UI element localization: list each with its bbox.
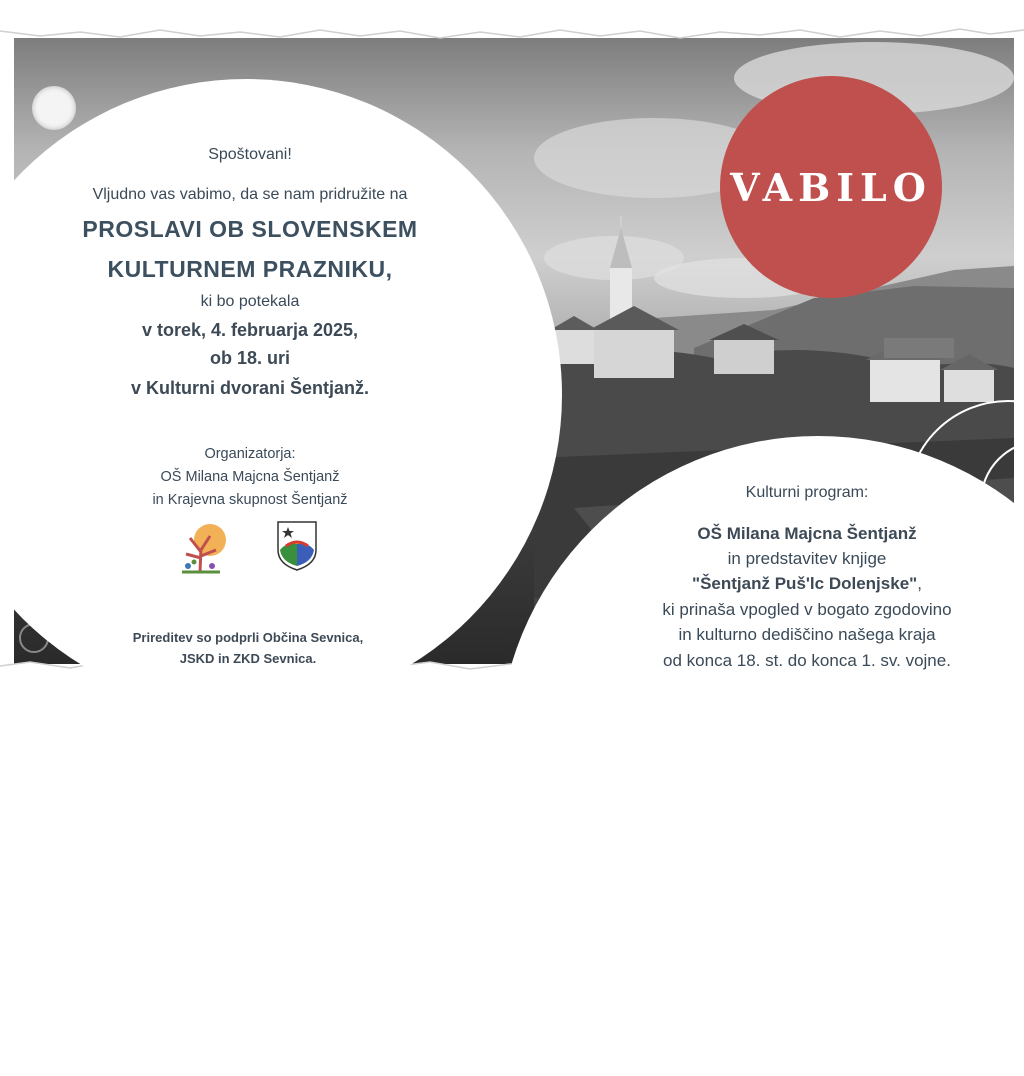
intro-text: Vljudno vas vabimo, da se nam pridružite na (92, 186, 408, 203)
program-line5: in kulturno dediščino našega kraja (678, 625, 936, 644)
program-heading: Kulturni program: (745, 484, 869, 501)
school-tree-logo (172, 518, 230, 576)
sponsors-line1: Prireditev so podprli Občina Sevnica, (132, 630, 364, 645)
program-performer: OŠ Milana Majcna Šentjanž (697, 524, 917, 543)
coat-of-arms-logo (276, 520, 318, 572)
organizer-line2: in Krajevna skupnost Šentjanž (152, 492, 348, 508)
event-date: v torek, 4. februarja 2025, (141, 320, 359, 340)
event-place: v Kulturni dvorani Šentjanž. (130, 378, 370, 398)
torn-paper-top-edge (0, 0, 1024, 44)
organizers-heading: Organizatorja: (204, 446, 296, 462)
program-line6: od konca 18. st. do konca 1. sv. vojne. (663, 651, 951, 670)
program-book-line (580, 574, 1024, 594)
invitation-badge (720, 76, 942, 298)
program-line4: ki prinaša vpogled v bogato zgodovino (662, 600, 952, 619)
event-time: ob 18. uri (209, 348, 290, 368)
greeting: Spoštovani! (208, 146, 292, 163)
program-line2: in predstavitev knjige (727, 549, 887, 568)
program-book-suffix: , (917, 574, 922, 593)
organizer-line1: OŠ Milana Majcna Šentjanž (160, 469, 340, 485)
held-text: ki bo potekala (200, 293, 300, 310)
event-title-line2: KULTURNEM PRAZNIKU, (107, 256, 393, 282)
program-book-title: "Šentjanž Puš'lc Dolenjske" (692, 574, 918, 593)
badge-label: VABILO (730, 164, 932, 210)
sponsors-line2: JSKD in ZKD Sevnica. (179, 651, 317, 666)
punch-hole (32, 86, 76, 130)
event-title-line1: PROSLAVI OB SLOVENSKEM (82, 216, 418, 242)
